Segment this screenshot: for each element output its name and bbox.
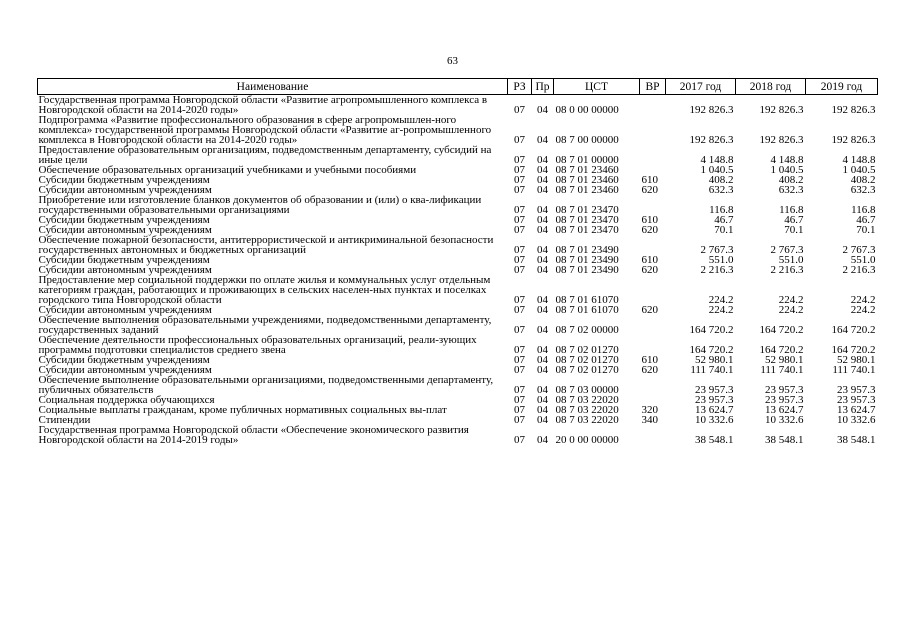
table-row bbox=[38, 405, 878, 415]
cell-vr bbox=[640, 115, 666, 145]
cell-cst: 08 7 01 23470 bbox=[555, 224, 619, 236]
cell-name: Приобретение или изготовление бланков документов об образовании и (или) о ква-лификации государственными образовательными организациями bbox=[38, 194, 482, 216]
cell-2019: 70.1 bbox=[856, 224, 876, 236]
cell-2018: 2 767.3 bbox=[770, 244, 804, 256]
cell-2017: 2 216.3 bbox=[700, 264, 734, 276]
header-2018: 2018 год bbox=[736, 79, 806, 95]
cell-2018: 52 980.1 bbox=[765, 354, 804, 366]
cell-2019: 164 720.2 bbox=[831, 324, 876, 336]
cell-pr: 04 bbox=[537, 134, 548, 146]
cell-2017: 632.3 bbox=[708, 184, 734, 196]
cell-vr: 620 bbox=[641, 304, 658, 316]
cell-vr: 610 bbox=[641, 214, 658, 226]
cell-pr: 04 bbox=[537, 344, 548, 356]
cell-name: Субсидии автономным учреждениям bbox=[38, 264, 212, 276]
cell-cst: 08 7 01 00000 bbox=[555, 154, 619, 166]
cell-name: Государственная программа Новгородской области «Развитие агропромышленного комплекса в Новгородской области на 2014-2020 годы» bbox=[38, 94, 488, 116]
cell-2017: 46.7 bbox=[714, 214, 734, 226]
cell-pr: 04 bbox=[537, 364, 548, 376]
cell-2019: 10 332.6 bbox=[837, 414, 876, 426]
cell-2019: 46.7 bbox=[856, 214, 876, 226]
cell-name: Обеспечение пожарной безопасности, антитеррористической и антикриминальной безопасности государственных автономных и бюджетных организаций bbox=[38, 234, 494, 256]
cell-2018: 224.2 bbox=[778, 304, 804, 316]
cell-vr: 620 bbox=[641, 364, 658, 376]
cell-vr: 610 bbox=[641, 254, 658, 266]
cell-rz: 07 bbox=[514, 154, 525, 166]
cell-2017: 10 332.6 bbox=[695, 414, 734, 426]
cell-pr: 04 bbox=[537, 164, 548, 176]
cell-rz: 07 bbox=[514, 364, 525, 376]
cell-2019: 224.2 bbox=[850, 294, 876, 306]
cell-2017: 13 624.7 bbox=[695, 404, 734, 416]
cell-cst: 08 7 03 00000 bbox=[555, 384, 619, 396]
cell-vr bbox=[640, 195, 666, 215]
cell-2019: 2 216.3 bbox=[842, 264, 876, 276]
cell-2017: 38 548.1 bbox=[695, 434, 734, 446]
cell-cst: 08 7 00 00000 bbox=[555, 134, 619, 146]
cell-vr bbox=[640, 375, 666, 395]
cell-pr: 04 bbox=[537, 384, 548, 396]
cell-rz: 07 bbox=[514, 254, 525, 266]
cell-name: Субсидии бюджетным учреждениям bbox=[38, 354, 210, 366]
cell-2017: 192 826.3 bbox=[689, 134, 734, 146]
cell-2017: 408.2 bbox=[708, 174, 734, 186]
page-number: 63 bbox=[447, 55, 458, 67]
cell-cst: 08 7 01 23460 bbox=[555, 174, 619, 186]
cell-cst: 08 7 03 22020 bbox=[555, 414, 619, 426]
cell-vr: 620 bbox=[641, 264, 658, 276]
table-header-row bbox=[38, 79, 878, 95]
cell-name: Субсидии автономным учреждениям bbox=[38, 364, 212, 376]
cell-vr bbox=[640, 95, 666, 116]
cell-pr: 04 bbox=[537, 354, 548, 366]
cell-2017: 111 740.1 bbox=[690, 364, 734, 376]
cell-pr: 04 bbox=[537, 324, 548, 336]
cell-rz: 07 bbox=[514, 204, 525, 216]
cell-2018: 164 720.2 bbox=[759, 324, 804, 336]
cell-vr bbox=[640, 335, 666, 355]
cell-name: Субсидии автономным учреждениям bbox=[38, 184, 212, 196]
cell-rz: 07 bbox=[514, 264, 525, 276]
cell-rz: 07 bbox=[514, 344, 525, 356]
cell-name: Субсидии автономным учреждениям bbox=[38, 304, 212, 316]
cell-cst: 08 7 01 23490 bbox=[555, 244, 619, 256]
table-row bbox=[38, 275, 878, 305]
cell-pr: 04 bbox=[537, 224, 548, 236]
cell-2017: 192 826.3 bbox=[689, 104, 734, 116]
table-row bbox=[38, 95, 878, 116]
cell-2019: 13 624.7 bbox=[837, 404, 876, 416]
table-row bbox=[38, 375, 878, 395]
cell-2017: 164 720.2 bbox=[689, 324, 734, 336]
cell-pr: 04 bbox=[537, 294, 548, 306]
cell-pr: 04 bbox=[537, 104, 548, 116]
cell-cst: 08 7 01 23470 bbox=[555, 214, 619, 226]
cell-2019: 192 826.3 bbox=[831, 134, 876, 146]
cell-2017: 116.8 bbox=[709, 204, 734, 216]
cell-name: Предоставление мер социальной поддержки по оплате жилья и коммунальных услуг отдельным категориям граждан, работающих и проживающих в сельских населен-ных пунктах и поселках городского типа Новгородской области bbox=[38, 274, 491, 306]
table-row bbox=[38, 335, 878, 355]
cell-2017: 4 148.8 bbox=[700, 154, 734, 166]
cell-rz: 07 bbox=[514, 404, 525, 416]
cell-2017: 52 980.1 bbox=[695, 354, 734, 366]
cell-vr bbox=[640, 235, 666, 255]
cell-rz: 07 bbox=[514, 244, 525, 256]
cell-rz: 07 bbox=[514, 174, 525, 186]
table-row bbox=[38, 315, 878, 335]
header-2017: 2017 год bbox=[666, 79, 736, 95]
table-row bbox=[38, 115, 878, 145]
cell-2018: 1 040.5 bbox=[770, 164, 804, 176]
cell-2019: 23 957.3 bbox=[837, 394, 876, 406]
cell-2018: 632.3 bbox=[778, 184, 804, 196]
cell-pr: 04 bbox=[537, 254, 548, 266]
cell-vr: 340 bbox=[641, 414, 658, 426]
cell-2017: 2 767.3 bbox=[700, 244, 734, 256]
header-2019: 2019 год bbox=[806, 79, 878, 95]
cell-cst: 08 7 02 01270 bbox=[555, 354, 619, 366]
header-cst: ЦСТ bbox=[554, 79, 640, 95]
cell-pr: 04 bbox=[537, 174, 548, 186]
cell-cst: 08 7 01 23490 bbox=[555, 254, 619, 266]
cell-2018: 551.0 bbox=[778, 254, 804, 266]
cell-pr: 04 bbox=[537, 264, 548, 276]
table-row bbox=[38, 195, 878, 215]
cell-pr: 04 bbox=[537, 214, 548, 226]
cell-rz: 07 bbox=[514, 324, 525, 336]
cell-2019: 192 826.3 bbox=[831, 104, 876, 116]
cell-2019: 2 767.3 bbox=[842, 244, 876, 256]
cell-name: Социальная поддержка обучающихся bbox=[38, 394, 215, 406]
cell-2018: 70.1 bbox=[784, 224, 804, 236]
cell-cst: 08 7 01 23460 bbox=[555, 184, 619, 196]
cell-2018: 13 624.7 bbox=[765, 404, 804, 416]
cell-rz: 07 bbox=[514, 164, 525, 176]
cell-2019: 4 148.8 bbox=[842, 154, 876, 166]
cell-name: Субсидии бюджетным учреждениям bbox=[38, 254, 210, 266]
cell-name: Обеспечение деятельности профессиональных образовательных организаций, реали-зующих программы подготовки специалистов среднего звена bbox=[38, 334, 477, 356]
cell-2018: 111 740.1 bbox=[760, 364, 804, 376]
cell-2018: 10 332.6 bbox=[765, 414, 804, 426]
cell-cst: 08 7 01 23460 bbox=[555, 164, 619, 176]
cell-cst: 08 7 01 23470 bbox=[555, 204, 619, 216]
cell-2018: 164 720.2 bbox=[759, 344, 804, 356]
cell-name: Подпрограмма «Развитие профессионального образования в сфере агропромышлен-ного комплекса» государственной программы Новгородской области «Развитие аг-ропромышленного комплекса в Новгородской области на 2014-2020 годы» bbox=[38, 114, 492, 146]
cell-rz: 07 bbox=[514, 184, 525, 196]
cell-name: Обеспечение образовательных организаций учебниками и учебными пособиями bbox=[38, 164, 417, 176]
cell-cst: 08 0 00 00000 bbox=[555, 104, 619, 116]
cell-2019: 116.8 bbox=[851, 204, 876, 216]
cell-name: Субсидии автономным учреждениям bbox=[38, 224, 212, 236]
cell-rz: 07 bbox=[514, 384, 525, 396]
table-row bbox=[38, 235, 878, 255]
cell-2019: 632.3 bbox=[850, 184, 876, 196]
cell-2017: 224.2 bbox=[708, 294, 734, 306]
cell-cst: 08 7 02 01270 bbox=[555, 344, 619, 356]
cell-rz: 07 bbox=[514, 224, 525, 236]
cell-vr: 620 bbox=[641, 224, 658, 236]
cell-2017: 23 957.3 bbox=[695, 394, 734, 406]
cell-name: Субсидии бюджетным учреждениям bbox=[38, 174, 210, 186]
cell-vr: 610 bbox=[641, 354, 658, 366]
cell-2018: 46.7 bbox=[784, 214, 804, 226]
cell-2019: 23 957.3 bbox=[837, 384, 876, 396]
header-name: Наименование bbox=[38, 79, 508, 95]
cell-rz: 07 bbox=[514, 214, 525, 226]
cell-pr: 04 bbox=[537, 414, 548, 426]
cell-2018: 23 957.3 bbox=[765, 394, 804, 406]
cell-vr bbox=[640, 425, 666, 445]
cell-cst: 08 7 01 61070 bbox=[555, 294, 619, 306]
cell-cst: 20 0 00 00000 bbox=[555, 434, 619, 446]
cell-2017: 551.0 bbox=[708, 254, 734, 266]
header-vr: ВР bbox=[640, 79, 666, 95]
cell-2017: 70.1 bbox=[714, 224, 734, 236]
header-pr: Пр bbox=[532, 79, 554, 95]
cell-2018: 38 548.1 bbox=[765, 434, 804, 446]
cell-2018: 192 826.3 bbox=[759, 104, 804, 116]
cell-2019: 111 740.1 bbox=[832, 364, 876, 376]
cell-2017: 1 040.5 bbox=[700, 164, 734, 176]
cell-2018: 408.2 bbox=[778, 174, 804, 186]
cell-vr bbox=[640, 145, 666, 165]
cell-pr: 04 bbox=[537, 244, 548, 256]
cell-cst: 08 7 03 22020 bbox=[555, 394, 619, 406]
cell-name: Государственная программа Новгородской области «Обеспечение экономического развития Новгородской области на 2014-2019 годы» bbox=[38, 424, 469, 446]
cell-vr bbox=[640, 275, 666, 305]
cell-cst: 08 7 03 22020 bbox=[555, 404, 619, 416]
cell-2019: 52 980.1 bbox=[837, 354, 876, 366]
cell-name: Субсидии бюджетным учреждениям bbox=[38, 214, 210, 226]
cell-2018: 4 148.8 bbox=[770, 154, 804, 166]
cell-rz: 07 bbox=[514, 354, 525, 366]
cell-2019: 551.0 bbox=[850, 254, 876, 266]
cell-cst: 08 7 02 00000 bbox=[555, 324, 619, 336]
cell-name: Стипендии bbox=[38, 414, 91, 426]
budget-table bbox=[37, 78, 878, 445]
cell-pr: 04 bbox=[537, 404, 548, 416]
cell-rz: 07 bbox=[514, 134, 525, 146]
cell-rz: 07 bbox=[514, 394, 525, 406]
cell-name: Социальные выплаты гражданам, кроме публичных нормативных социальных вы-плат bbox=[38, 404, 447, 416]
cell-vr: 610 bbox=[641, 174, 658, 186]
cell-rz: 07 bbox=[514, 434, 525, 446]
cell-rz: 07 bbox=[514, 304, 525, 316]
cell-2019: 408.2 bbox=[850, 174, 876, 186]
cell-pr: 04 bbox=[537, 434, 548, 446]
cell-2018: 23 957.3 bbox=[765, 384, 804, 396]
table-row bbox=[38, 425, 878, 445]
table-row bbox=[38, 145, 878, 165]
cell-vr bbox=[640, 315, 666, 335]
header-rz: РЗ bbox=[508, 79, 532, 95]
cell-pr: 04 bbox=[537, 204, 548, 216]
cell-cst: 08 7 01 23490 bbox=[555, 264, 619, 276]
cell-2018: 224.2 bbox=[778, 294, 804, 306]
cell-name: Обеспечение выполнения образовательными учреждениями, подведомственными департаменту, государственных заданий bbox=[38, 314, 492, 336]
cell-name: Обеспечение выполнение образовательными организациями, подведомственными департаменту, публичных обязательств bbox=[38, 374, 494, 396]
cell-2017: 164 720.2 bbox=[689, 344, 734, 356]
cell-2018: 192 826.3 bbox=[759, 134, 804, 146]
cell-2017: 23 957.3 bbox=[695, 384, 734, 396]
cell-vr: 620 bbox=[641, 184, 658, 196]
cell-2017: 224.2 bbox=[708, 304, 734, 316]
cell-cst: 08 7 01 61070 bbox=[555, 304, 619, 316]
cell-2019: 1 040.5 bbox=[842, 164, 876, 176]
cell-rz: 07 bbox=[514, 414, 525, 426]
cell-rz: 07 bbox=[514, 294, 525, 306]
cell-pr: 04 bbox=[537, 394, 548, 406]
cell-vr: 320 bbox=[641, 404, 658, 416]
cell-2019: 224.2 bbox=[850, 304, 876, 316]
cell-2019: 164 720.2 bbox=[831, 344, 876, 356]
cell-rz: 07 bbox=[514, 104, 525, 116]
cell-pr: 04 bbox=[537, 304, 548, 316]
cell-2018: 116.8 bbox=[779, 204, 804, 216]
cell-cst: 08 7 02 01270 bbox=[555, 364, 619, 376]
cell-pr: 04 bbox=[537, 184, 548, 196]
cell-2018: 2 216.3 bbox=[770, 264, 804, 276]
cell-name: Предоставление образовательным организациям, подведомственным департаменту, субсидий на иные цели bbox=[38, 144, 492, 166]
table-body bbox=[38, 95, 878, 446]
cell-pr: 04 bbox=[537, 154, 548, 166]
cell-2019: 38 548.1 bbox=[837, 434, 876, 446]
